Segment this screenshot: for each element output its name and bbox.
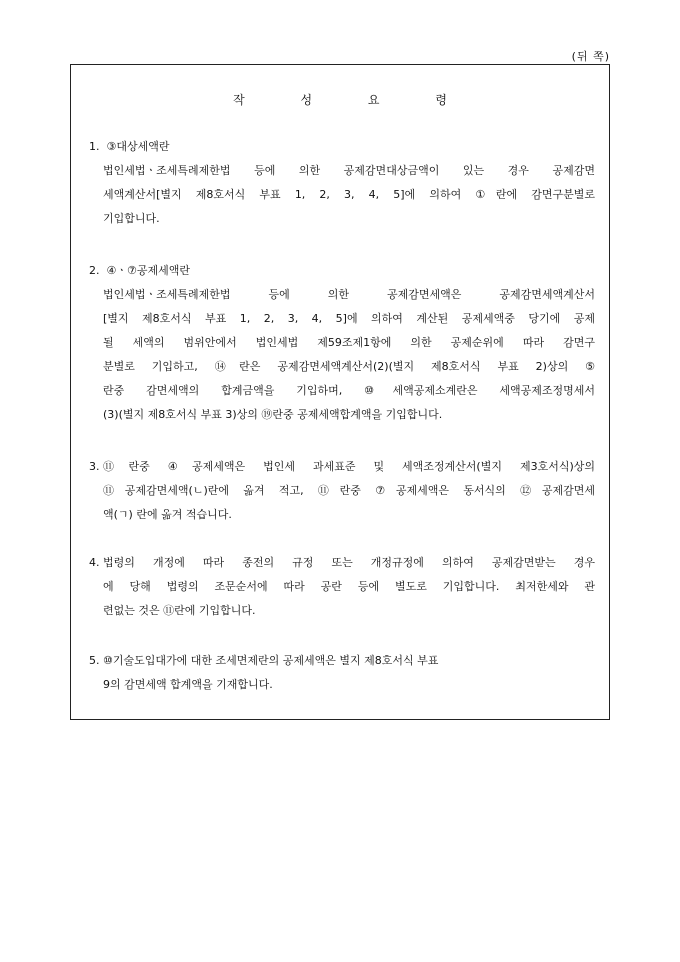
section-title: ④ㆍ⑦공제세액란 <box>106 264 190 277</box>
section-line: (3)(별지 제8호서식 부표 3)상의 ⑲란중 공제세액합계액을 기입합니다. <box>103 408 443 421</box>
section-4 <box>89 551 595 623</box>
section-line: ⑩기술도입대가에 대한 조세면제란의 공제세액은 별지 제8호서식 부표 <box>103 654 439 667</box>
section-line: 9의 감면세액 합계액을 기재합니다. <box>103 678 273 691</box>
section-number: 4. <box>89 556 100 569</box>
section-3 <box>89 455 595 527</box>
section-1 <box>89 135 595 231</box>
section-line: 법인세법ㆍ조세특례제한법 등에 의한 공제감면대상금액이 있는 경우 공제감면 <box>103 164 595 177</box>
section-line: ⑪공제감면세액(ㄴ)란에 옮겨 적고, ⑪란중 ⑦공제세액은 동서식의 ⑫공제감면세 <box>103 484 595 497</box>
section-number: 1. <box>89 140 100 153</box>
section-line: 기입합니다. <box>103 212 160 225</box>
section-number: 5. <box>89 654 100 667</box>
section-line: 법인세법ㆍ조세특례제한법 등에 의한 공제감면세액은 공제감면세액계산서 <box>103 288 595 301</box>
section-body <box>89 455 595 527</box>
section-line: 분별로 기입하고, ⑭란은 공제감면세액계산서(2)(별지 제8호서식 부표 2)상의 ⑤ <box>103 360 595 373</box>
page-title: 작 성 요 령 <box>233 93 473 107</box>
section-number: 2. <box>89 264 100 277</box>
section-body <box>89 649 595 697</box>
section-5 <box>89 649 595 697</box>
section-line: 법령의 개정에 따라 종전의 규정 또는 개정규정에 의하여 공제감면받는 경우 <box>103 556 595 569</box>
section-2 <box>89 259 595 427</box>
section-line: 세액계산서[별지 제8호서식 부표 1, 2, 3, 4, 5]에 의하여 ①란에 감면구분별로 <box>103 188 595 201</box>
section-line: ⑪란중 ④공제세액은 법인세 과세표준 및 세액조정계산서(별지 제3호서식)상의 <box>103 460 595 473</box>
section-title: ③대상세액란 <box>106 140 170 153</box>
section-heading <box>89 259 595 283</box>
section-line: 에 당해 법령의 조문순서에 따라 공란 등에 별도로 기입합니다. 최저한세와 관 <box>103 580 595 593</box>
section-number: 3. <box>89 460 100 473</box>
page-side-label: (뒤 쪽) <box>571 50 610 63</box>
instructions-box <box>70 64 610 720</box>
section-line: 련없는 것은 ⑪란에 기입합니다. <box>103 604 256 617</box>
section-heading <box>89 135 595 159</box>
section-line: 란중 감면세액의 합계금액을 기입하며, ⑩세액공제소계란은 세액공제조정명세서 <box>103 384 595 397</box>
section-line: [별지 제8호서식 부표 1, 2, 3, 4, 5]에 의하여 계산된 공제세액중 당기에 공제 <box>103 312 595 325</box>
section-line: 될 세액의 범위안에서 법인세법 제59조제1항에 의한 공제순위에 따라 감면구 <box>103 336 595 349</box>
section-line: 액(ㄱ) 란에 옮겨 적습니다. <box>103 508 232 521</box>
section-body <box>89 551 595 623</box>
